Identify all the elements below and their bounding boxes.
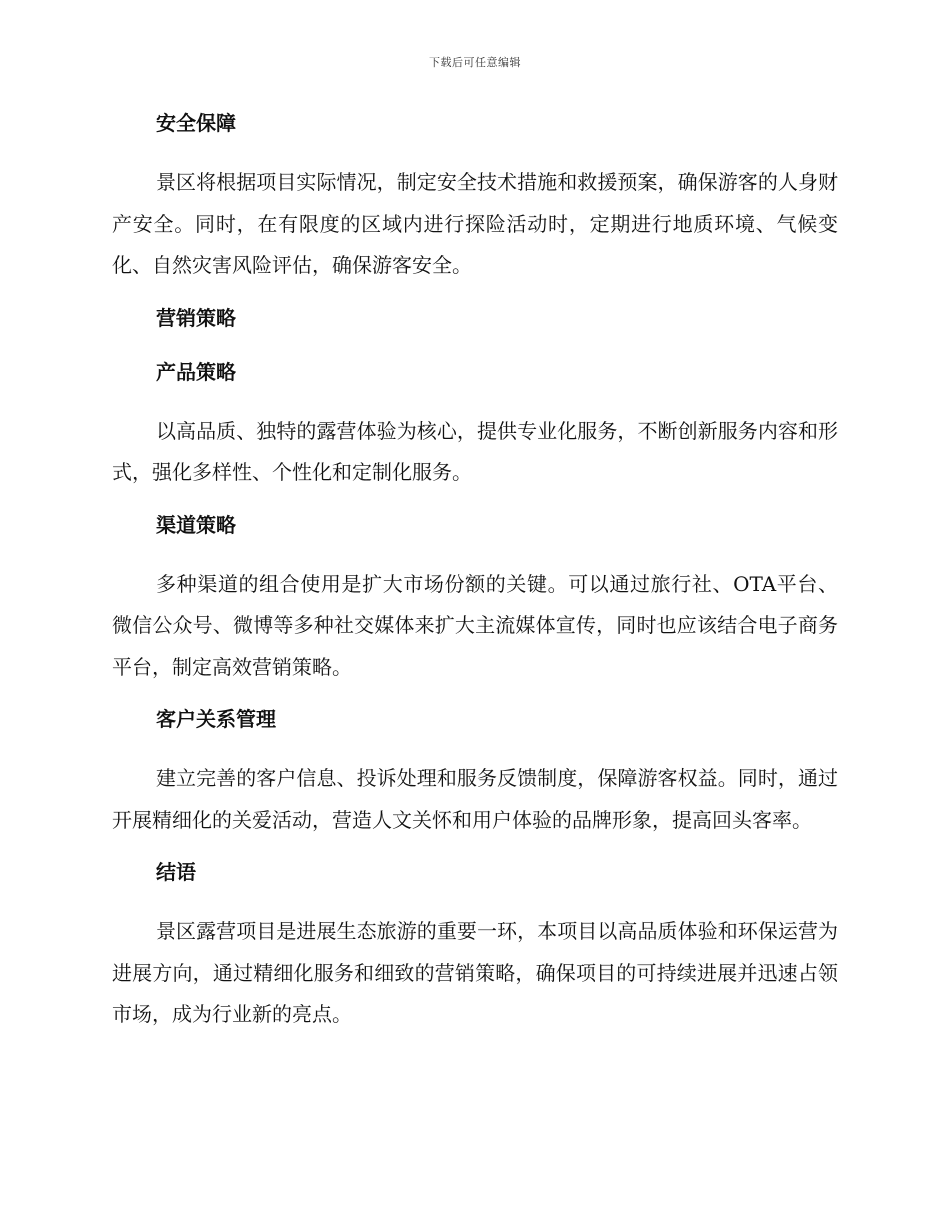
section-heading-safety: 安全保障: [156, 111, 236, 135]
section-heading-marketing: 营销策略: [156, 305, 236, 330]
section-heading-crm: 客户关系管理: [156, 707, 276, 731]
header-note: 下载后可任意编辑: [429, 56, 521, 69]
section-heading-product: 产品策略: [156, 359, 236, 384]
section-heading-channel: 渠道策略: [156, 512, 236, 537]
section-paragraph-channel: 多种渠道的组合使用是扩大市场份额的关键。可以通过旅行社、OTA平台、微信公众号、微博等多种社交媒体来扩大主流媒体宣传，同时也应该结合电子商务平台，制定高效营销策略。: [112, 571, 838, 679]
section-paragraph-conclusion: 景区露营项目是进展生态旅游的重要一环，本项目以高品质体验和环保运营为进展方向，通过精细化服务和细致的营销策略，确保项目的可持续进展并迅速占领市场，成为行业新的亮点。: [112, 919, 838, 1026]
section-paragraph-crm: 建立完善的客户信息、投诉处理和服务反馈制度，保障游客权益。同时，通过开展精细化的关爱活动，营造人文关怀和用户体验的品牌形象，提高回头客率。: [112, 766, 838, 832]
section-heading-conclusion: 结语: [156, 860, 196, 884]
section-paragraph-product: 以高品质、独特的露营体验为核心，提供专业化服务，不断创新服务内容和形式，强化多样性、个性化和定制化服务。: [112, 418, 838, 484]
section-paragraph-safety: 景区将根据项目实际情况，制定安全技术措施和救援预案，确保游客的人身财产安全。同时，在有限度的区域内进行探险活动时，定期进行地质环境、气候变化、自然灾害风险评估，确保游客安全。: [112, 170, 838, 277]
document-body: [112, 108, 838, 1036]
